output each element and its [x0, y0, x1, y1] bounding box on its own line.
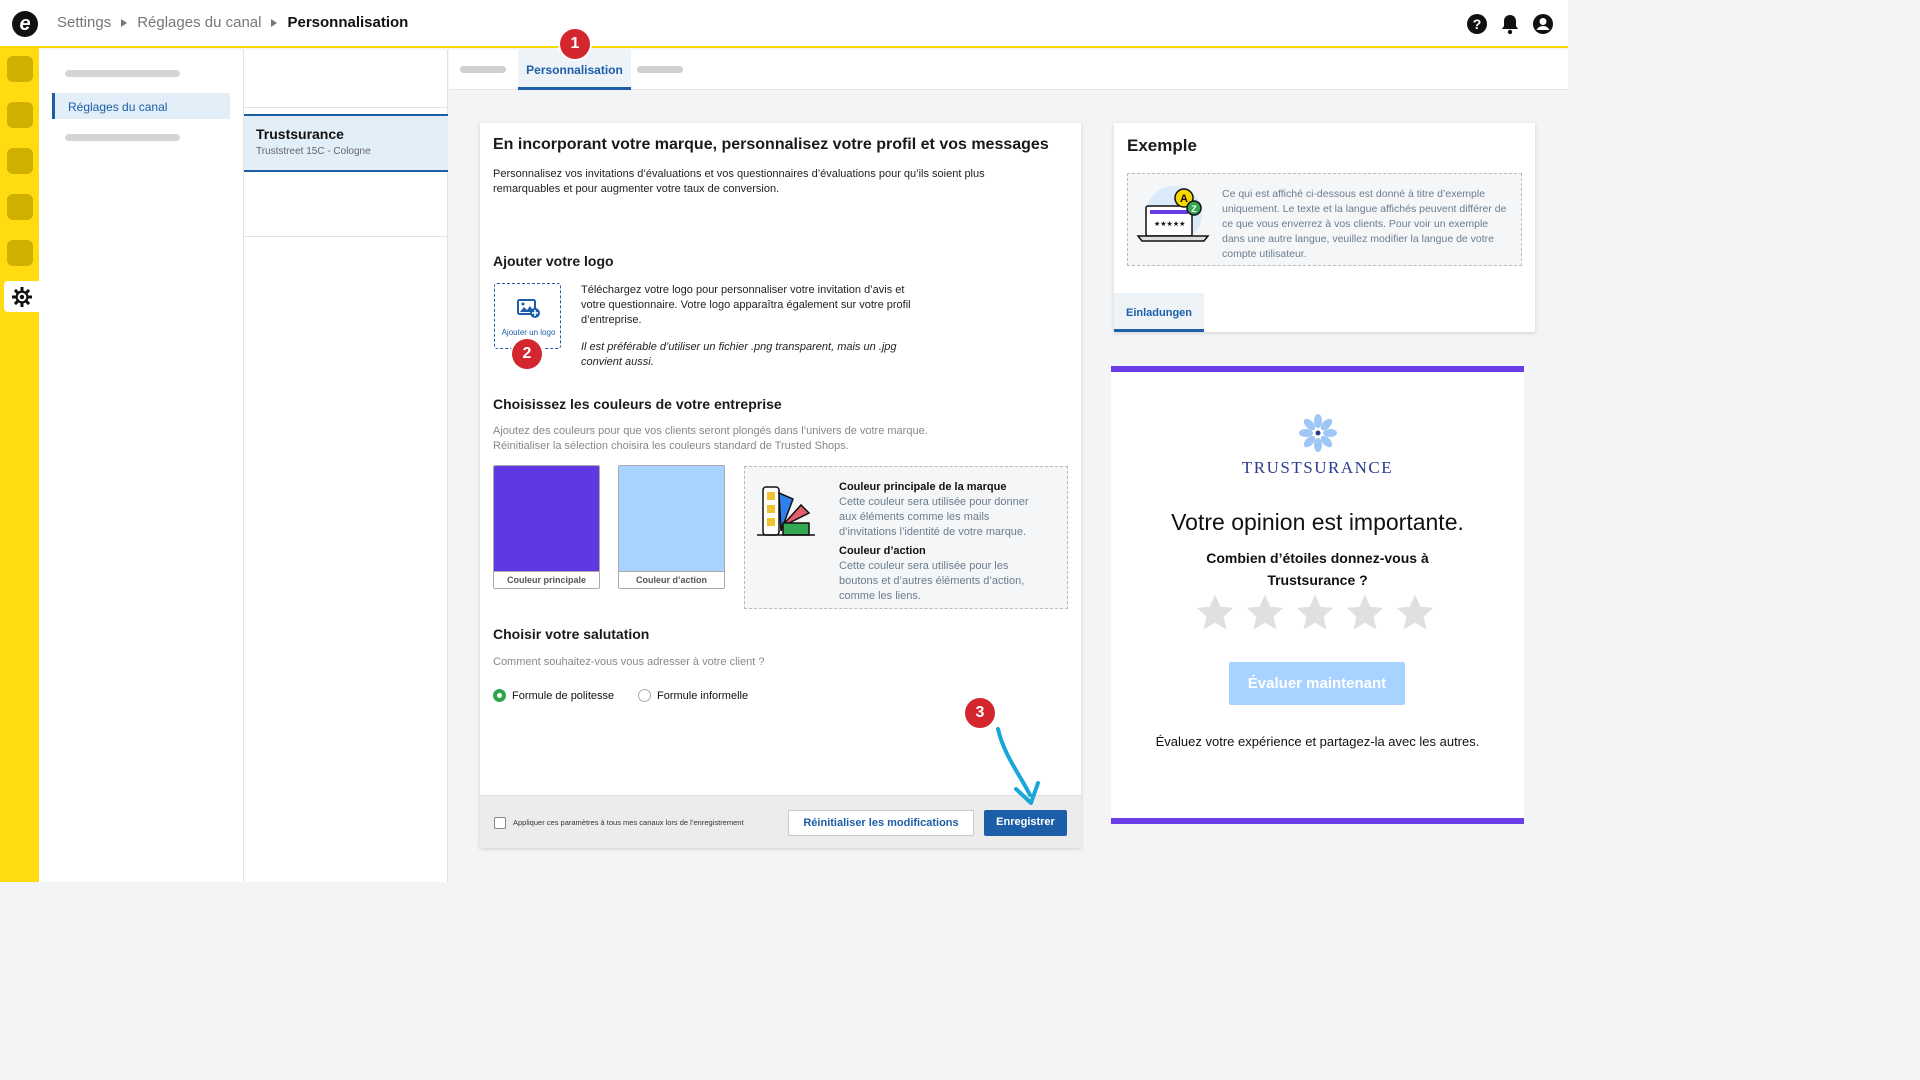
bell-icon[interactable] — [1499, 13, 1521, 35]
card-title: En incorporant votre marque, personnalisez votre profil et vos messages — [493, 136, 1049, 153]
radio-formal-label: Formule de politesse — [512, 689, 615, 702]
color-info-box — [744, 466, 1068, 609]
colors-heading: Choisissez les couleurs de votre entreprise — [493, 396, 782, 412]
logo-description — [581, 283, 931, 370]
arrow-annotation-icon — [990, 725, 1050, 810]
step-badge-1: 1 — [560, 29, 590, 59]
colors-desc-line-2: Réinitialiser la sélection choisira les couleurs standard de Trusted Shops. — [493, 440, 849, 452]
apply-all-checkbox[interactable] — [494, 817, 506, 829]
translation-laptop-icon — [1134, 184, 1212, 250]
step-badge-2: 2 — [512, 339, 542, 369]
save-button[interactable]: Enregistrer — [984, 810, 1067, 836]
rail-app-icon[interactable] — [7, 56, 33, 82]
example-note — [1127, 173, 1522, 266]
example-card — [1114, 123, 1535, 332]
nav-item-placeholder[interactable] — [65, 70, 180, 77]
radio-informal[interactable] — [638, 689, 748, 702]
step-badge-3: 3 — [965, 698, 995, 728]
action-color-info-title: Couleur d’action — [839, 545, 926, 557]
app-logo[interactable]: e — [12, 11, 38, 37]
card-intro: Personnalisez vos invitations d’évaluations et vos questionnaires d’évaluations pour qu’ils soient plus remarquables et pour augmenter votre taux de conversion. — [493, 168, 985, 195]
logo-hint: Il est préférable d’utiliser un fichier .png transparent, mais un .jpg convient aussi. — [581, 341, 897, 368]
star-rating[interactable] — [1194, 592, 1436, 634]
breadcrumb-settings[interactable]: Settings — [57, 14, 112, 31]
preview-headline: Votre opinion est importante. — [1171, 509, 1464, 535]
breadcrumb-current: Personnalisation — [287, 14, 409, 31]
primary-color-label: Couleur principale — [494, 571, 599, 585]
radio-informal-label: Formule informelle — [657, 689, 749, 702]
rate-now-button[interactable]: Évaluer maintenant — [1229, 662, 1405, 705]
colors-description — [493, 424, 993, 454]
svg-text:★★★★★: ★★★★★ — [1154, 221, 1186, 228]
color-info-text — [839, 480, 1049, 604]
divider — [244, 107, 448, 108]
invitation-preview — [1111, 366, 1524, 824]
tab-bar — [449, 50, 1568, 90]
breadcrumb — [57, 14, 408, 31]
breadcrumb-separator-icon — [271, 19, 277, 27]
nav-item-channel-settings[interactable]: Réglages du canal — [52, 93, 230, 119]
radio-informal-circle[interactable] — [638, 689, 651, 702]
channel-item-selected[interactable] — [244, 114, 448, 172]
account-icon[interactable] — [1532, 13, 1554, 35]
breadcrumb-separator-icon — [121, 19, 127, 27]
example-title: Exemple — [1127, 136, 1197, 155]
logo-upload-label: Ajouter un logo — [501, 328, 556, 337]
reset-button[interactable]: Réinitialiser les modifications — [788, 810, 974, 836]
star-icon[interactable] — [1194, 592, 1236, 634]
action-color-fill[interactable] — [619, 466, 724, 571]
preview-brand-name: TRUSTSURANCE — [1241, 458, 1394, 477]
tab-personnalisation[interactable]: Personnalisation — [518, 50, 631, 90]
salutation-heading: Choisir votre salutation — [493, 626, 650, 642]
preview-question: Combien d’étoiles donnez-vous à Trustsurance ? — [1206, 550, 1429, 588]
primary-color-fill[interactable] — [494, 466, 599, 571]
add-image-icon — [517, 298, 541, 320]
breadcrumb-channel-settings[interactable]: Réglages du canal — [137, 14, 262, 31]
divider — [244, 236, 448, 237]
app-rail — [0, 48, 39, 882]
channel-list — [244, 50, 448, 882]
svg-text:Z: Z — [1191, 204, 1197, 214]
primary-color-info-desc: Cette couleur sera utilisée pour donner aux éléments comme les mails d’invitations l’identité de votre marque. — [839, 496, 1029, 538]
svg-text:?: ? — [1472, 16, 1482, 32]
colors-desc-line-1: Ajoutez des couleurs pour que vos clients seront plongés dans l’univers de votre marque. — [493, 425, 928, 437]
preview-footer: Évaluez votre expérience et partagez-la avec les autres. — [1155, 734, 1480, 749]
star-icon[interactable] — [1344, 592, 1386, 634]
star-icon[interactable] — [1294, 592, 1336, 634]
primary-color-swatch[interactable] — [493, 465, 600, 589]
settings-gear-icon[interactable] — [4, 281, 39, 312]
rail-app-icon[interactable] — [7, 148, 33, 174]
primary-color-info-title: Couleur principale de la marque — [839, 481, 1007, 493]
radio-formal[interactable] — [493, 689, 614, 702]
tab-einladungen[interactable]: Einladungen — [1114, 293, 1204, 332]
salutation-question: Comment souhaitez-vous vous adresser à votre client ? — [493, 656, 765, 668]
rail-app-icon[interactable] — [7, 102, 33, 128]
tab-placeholder[interactable] — [637, 66, 683, 73]
logo-text: Téléchargez votre logo pour personnaliser votre invitation d’avis et votre questionnaire. Votre logo apparaîtra également sur votre profil d’entreprise. — [581, 284, 911, 326]
rail-app-icon[interactable] — [7, 240, 33, 266]
action-color-swatch[interactable] — [618, 465, 725, 589]
logo-heading: Ajouter votre logo — [493, 253, 614, 269]
rail-app-icon[interactable] — [7, 194, 33, 220]
help-icon[interactable] — [1466, 13, 1488, 35]
example-note-text: Ce qui est affiché ci-dessous est donné à titre d’exemple uniquement. Le texte et la langue affichés peuvent différer de ce que vous enverrez à vos clients. Pour voir un exemple dans une autre langue, veuillez modifier la langue de votre compte utilisateur. — [1222, 188, 1507, 260]
channel-address: Truststreet 15C - Cologne — [256, 146, 371, 157]
svg-text:A: A — [1180, 193, 1188, 205]
channel-name: Trustsurance — [256, 126, 344, 142]
radio-formal-circle[interactable] — [493, 689, 506, 702]
star-icon[interactable] — [1244, 592, 1286, 634]
action-color-label: Couleur d’action — [619, 571, 724, 585]
nav-item-placeholder[interactable] — [65, 134, 180, 141]
tab-placeholder[interactable] — [460, 66, 506, 73]
brand-logo-icon — [1298, 413, 1338, 453]
palette-icon — [753, 483, 819, 541]
action-color-info-desc: Cette couleur sera utilisée pour les boutons et d’autres éléments d’action, comme les liens. — [839, 560, 1025, 602]
apply-all-label: Appliquer ces paramètres à tous mes canaux lors de l’enregistrement — [513, 818, 744, 827]
star-icon[interactable] — [1394, 592, 1436, 634]
settings-nav — [39, 50, 244, 882]
top-bar — [0, 0, 1568, 48]
